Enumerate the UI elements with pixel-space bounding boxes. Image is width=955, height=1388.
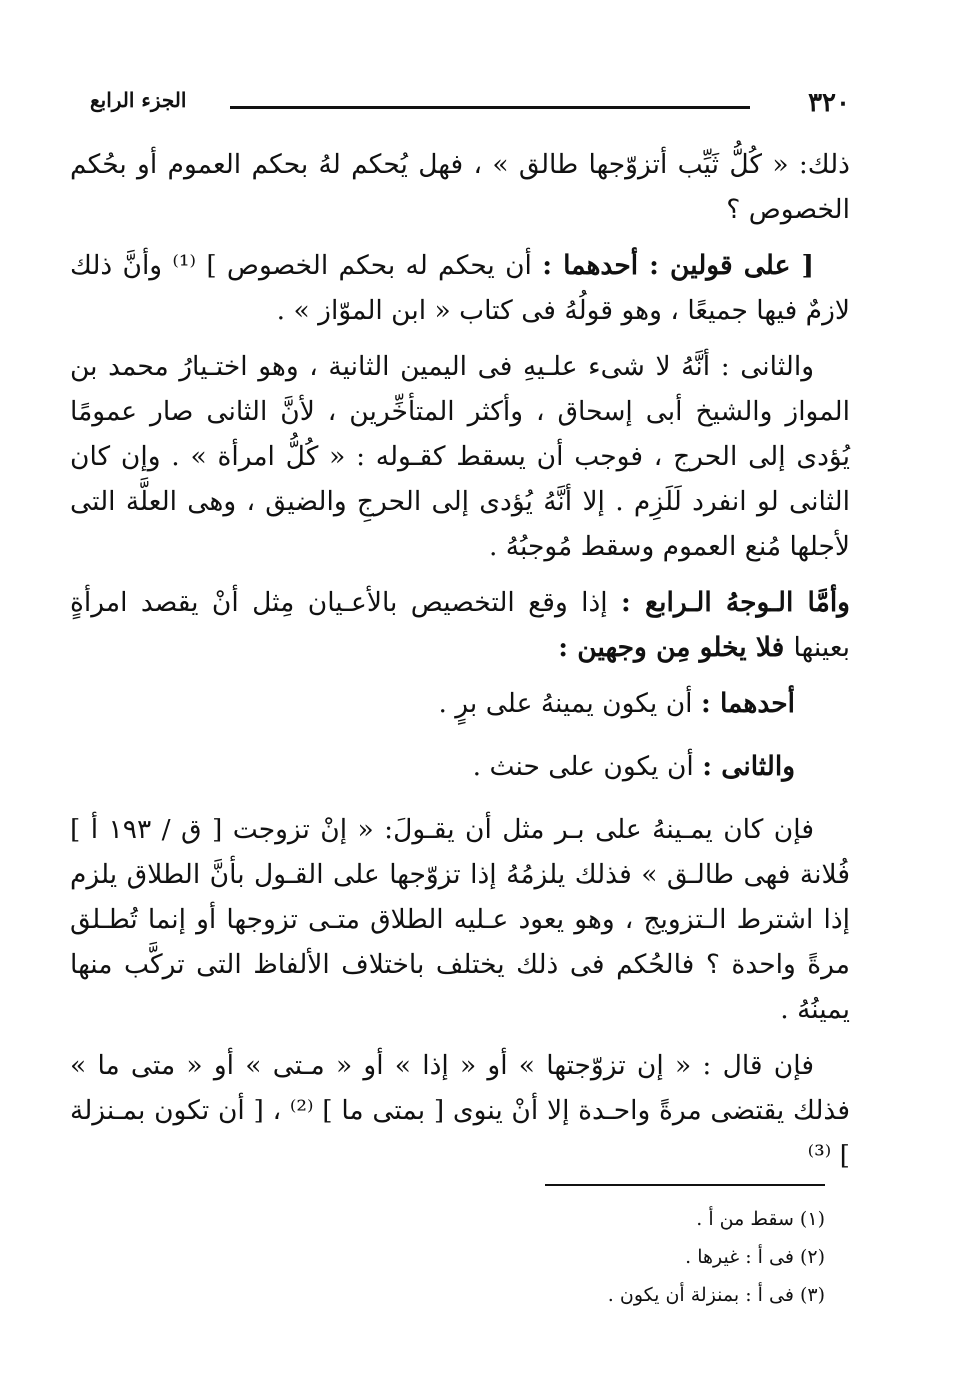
paragraph-2-lead: [ على قولين : أحدهما : [542,250,815,281]
paragraph-6-heading: والثانى : [702,751,795,782]
footnote-2: (٢) فى أ : غيرها . [685,1246,825,1268]
paragraph-5 [70,681,850,726]
page-number: ٣٢٠ [808,88,850,118]
paragraph-4-heading: وأمَّا الـوجهُ الـرابع : [621,587,850,618]
paragraph-4-text: إذا وقع التخصيص بالأعـيان مِثل أنْ يقصد امرأةٍ بعينها [70,587,850,663]
paragraph-8: فإن قال : « إن تزوّجتها » أو « إذا » أو « مـتى » أو « متى ما » فذلك يقتضى مرةً واحـدة إلا أنْ ينوى [ بمتى ما ] ⁽²⁾ ، [ أن تكون بمـنزلة ] ⁽³⁾ [70,1050,850,1171]
running-title: الجزء الرابع [90,88,187,112]
footnote-1: (١) سقط من أ . [696,1208,825,1230]
paragraph-6-text: أن يكون على حنث . [472,751,703,782]
footnotes [470,1200,825,1314]
paragraph-3: والثانى : أنَّهُ لا شىء علـيهِ فى اليمين الثانية ، وهو اختـيارُ محمد بن المواز والشيخ أبى إسحاق ، وأكثر المتأخِّرين ، لأنَّ الثانى صار عمومًا يُؤدى إلى الحرج ، فوجب أن يسقط كقـوله : « كُلُّ امرأة » . وإن كان الثانى لو انفرد لَلَزِم . إلا أنَّهُ يُؤدى إلى الحرجِ والضيق ، وهى العلَّة التى لأجلها مُنع العموم وسقط مُوجبُهُ . [70,351,850,562]
footnote-rule [545,1184,825,1186]
body-text [70,142,850,1189]
paragraph-4-tail: فلا يخلو مِن وجهين : [558,632,794,663]
paragraph-2 [70,243,850,333]
paragraph-5-heading: أحدهما : [700,688,795,719]
paragraph-1: ذلك: « كُلُّ ثَيِّب أتزوّجها طالق » ، فهل يُحكم لهُ بحكم العموم أو بحُكم الخصوص ؟ [70,149,850,225]
paragraph-5-text: أن يكون يمينهُ على برٍ . [438,688,701,719]
paragraph-2-text: أن يحكم له بحكم الخصوص ] ⁽¹⁾ وأنَّ ذلك لازمٌ فيها جميعًا ، وهو قولُهُ فى كتاب « ابن الموّاز » . [70,250,850,326]
header-rule [230,106,750,109]
page-header [80,86,850,126]
paragraph-6 [70,744,850,789]
paragraph-7: فإن كان يمـينهُ على بـر مثل أن يقـولَ: « إنْ تزوجت [ ق / ١٩٣ أ ] فُلانة فهى طالـق » فذلك يلزمُهُ إذا تزوّجها على القـول بأنَّ الطلاق يلزم إذا اشترط الـتزويج ، وهو يعود عـليه الطلاق متـى تزوجها أو إنما تُطـلق مرةً واحدة ؟ فالحُكم فى ذلك يختلف باختلاف الألفاظ التى تركَّب منها يمينُهُ . [70,814,850,1025]
footnote-3: (٣) فى أ : بمنزلة أن يكون . [607,1284,825,1306]
paragraph-4 [70,580,850,670]
